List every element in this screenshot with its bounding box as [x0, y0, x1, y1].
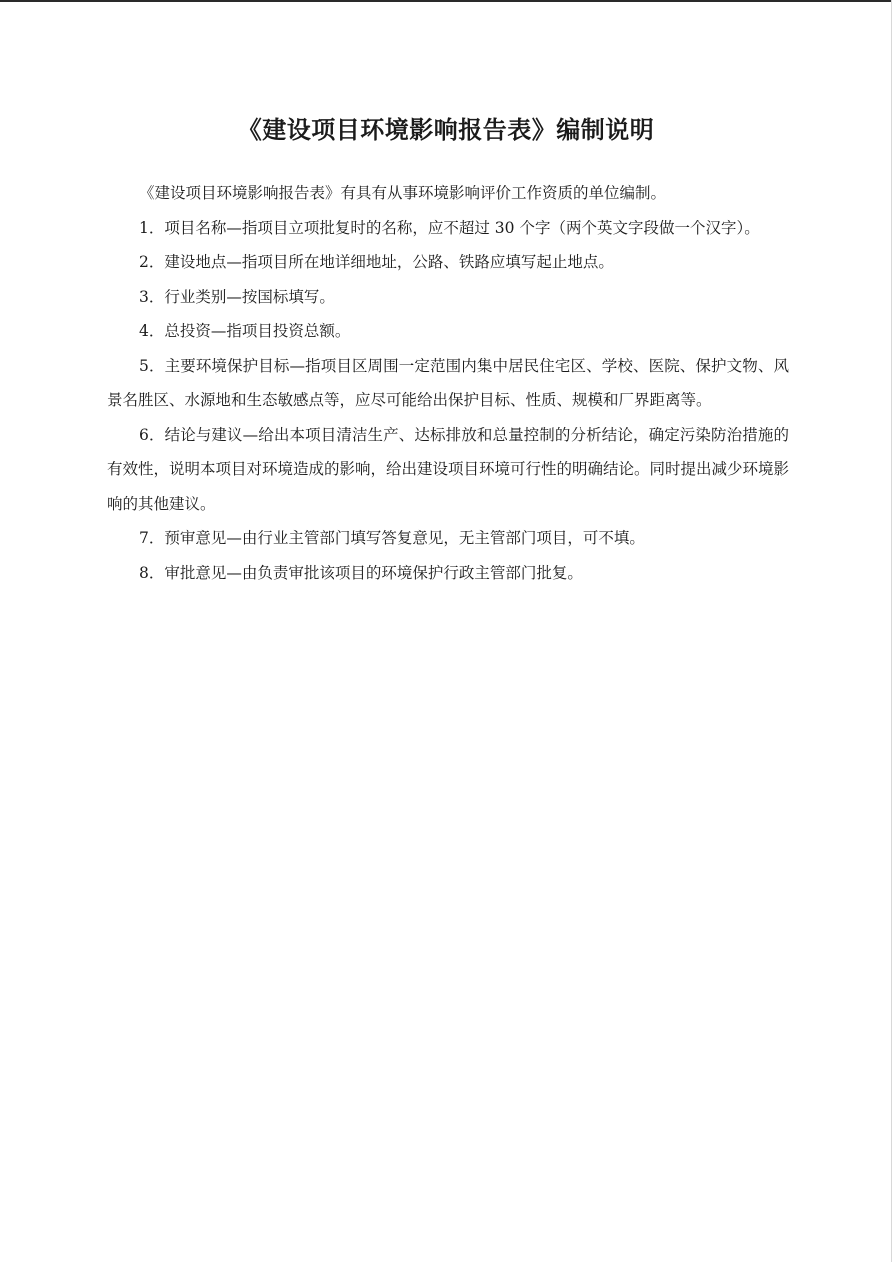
document-title: 《建设项目环境影响报告表》编制说明 — [237, 115, 655, 144]
item-approval: 8．审批意见—由负责审批该项目的环境保护行政主管部门批复。 — [139, 563, 583, 582]
item-pre-review: 7．预审意见—由行业主管部门填写答复意见，无主管部门项目，可不填。 — [139, 529, 645, 547]
item-conclusions: 6．结论与建议—给出本项目清洁生产、达标排放和总量控制的分析结论，确定污染防治措施的有效性，说明本项目对环境造成的影响，给出建设项目环境可行性的明确结论。同时提出减少环境影响的其他建议。 — [107, 425, 790, 513]
item-protection-targets: 5．主要环境保护目标—指项目区周围一定范围内集中居民住宅区、学校、医院、保护文物、风景名胜区、水源地和生态敏感点等，应尽可能给出保护目标、性质、规模和厂界距离等。 — [107, 356, 789, 409]
item-total-investment: 4．总投资—指项目投资总额。 — [139, 322, 351, 340]
item-construction-site: 2．建设地点—指项目所在地详细地址，公路、铁路应填写起止地点。 — [139, 253, 614, 271]
top-border-line — [0, 0, 892, 2]
item-industry-category: 3．行业类别—按国标填写。 — [139, 287, 335, 306]
document-body — [107, 176, 789, 590]
item-project-name: 1．项目名称—指项目立项批复时的名称，应不超过 30 个字（两个英文字段做一个汉字）。 — [139, 218, 760, 237]
intro-paragraph: 《建设项目环境影响报告表》有具有从事环境影响评价工作资质的单位编制。 — [139, 184, 667, 202]
